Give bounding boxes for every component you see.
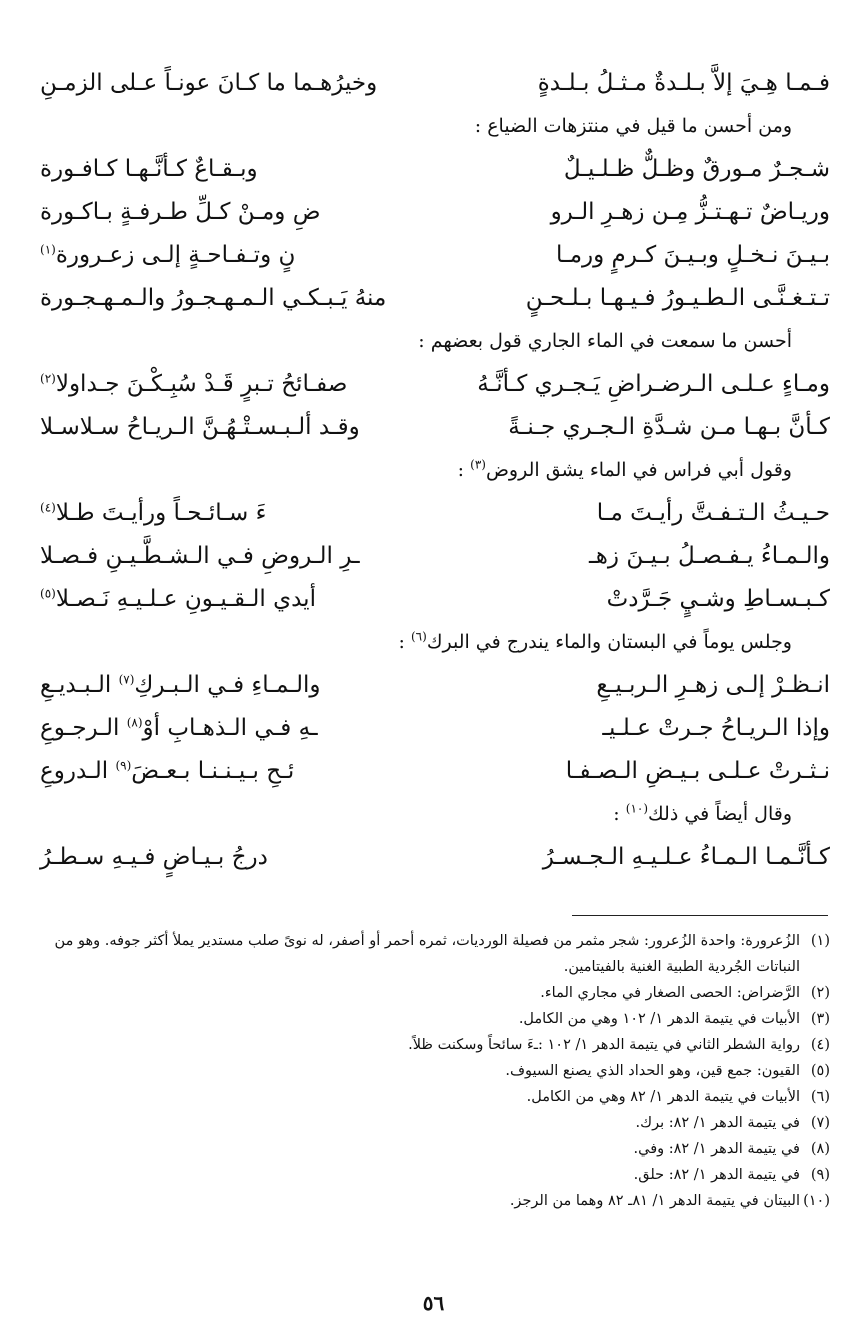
verse-line	[40, 277, 830, 320]
verse-line	[40, 62, 830, 105]
prose-text: وقال أيضاً في ذلك	[648, 803, 792, 825]
footnote	[35, 980, 830, 1006]
prose-line	[40, 793, 830, 836]
footnote-text: في يتيمة الدهر ١/ ٨٢: وفي.	[633, 1141, 800, 1157]
footnote-marker: (٧)	[118, 672, 135, 687]
main-text	[40, 62, 830, 879]
verse-first-hemistich: حـيـثُ الـتـفـتَّ رأيـتَ مـا	[596, 500, 830, 526]
verse-second-hemistich: وبـقـاعٌ كـأنَّـهـا كـافـورة	[40, 156, 258, 182]
footnote-number: (٧)	[810, 1115, 830, 1131]
verse-first-hemistich: كـأنَّ بـهـا مـن شـدَّةِ الـجـري جـنـةً	[508, 414, 830, 440]
verse-text: الـدروعِ	[40, 758, 116, 784]
prose-line: أحسن ما سمعت في الماء الجاري قول بعضهم :	[418, 330, 792, 352]
footnote	[35, 928, 830, 980]
footnote-text: البيتان في يتيمة الدهر ١/ ٨١ـ ٨٢ وهما من الرجز.	[509, 1193, 800, 1209]
verse-first-hemistich: بـيـنَ نـخـلٍ وبـيـنَ كـرمٍ ورمـا	[555, 242, 830, 268]
verse-text: ـهِ فـي الـذهـابِ أوْ	[142, 715, 318, 741]
verse-line	[40, 492, 830, 535]
verse-text: صفـائحُ تـبرٍ قَـدْ سُبِـكْـنَ جـداولا	[55, 371, 348, 397]
prose-colon: :	[613, 803, 626, 825]
footnote	[35, 1058, 830, 1084]
verse-line	[40, 707, 830, 750]
verse-first-hemistich: شـجـرٌ مـورقٌ وظـلٌّ ظـلـيـلٌ	[563, 156, 830, 182]
footnote-number: (٢)	[810, 985, 830, 1001]
footnote-text: القيون: جمع قين، وهو الحداد الذي يصنع السيوف.	[505, 1063, 800, 1079]
prose-line: ومن أحسن ما قيل في منتزهات الضياع :	[474, 115, 792, 137]
verse-text: ئـحِ بـيـنـنـا بـعـضَ	[131, 758, 295, 784]
verse-first-hemistich: كـبـسـاطِ وشـيٍ جَـرَّدتْ	[606, 586, 830, 612]
prose-text: وقول أبي فراس في الماء يشق الروض	[485, 459, 792, 481]
verse-first-hemistich: فـمـا هِـيَ إلاَّ بـلـدةٌ مـثـلُ بـلـدةٍ	[537, 70, 830, 96]
verse-first-hemistich: وإذا الـريـاحُ جـرتْ عـلـيـ	[602, 715, 830, 741]
footnote	[35, 1110, 830, 1136]
verse-line	[40, 148, 830, 191]
footnote-text: الأبيات في يتيمة الدهر ١/ ١٠٢ وهي من الكامل.	[518, 1011, 800, 1027]
footnotes	[35, 928, 830, 1214]
verse-second-hemistich	[40, 363, 425, 406]
footnote-marker: (١)	[40, 242, 56, 257]
footnote-text: الزُعرورة: واحدة الزُعرور: شجر مثمر من فصيلة الورديات، ثمره أحمر أو أصفر، له نوىً صلب مستدير يملأ أكثر جوفه. وهو من النباتات الجُردية الطبية الغنية بالفيتامين.	[54, 933, 800, 975]
verse-first-hemistich: والـمـاءُ يـفـصـلُ بـيـنَ زهـ	[589, 543, 830, 569]
footnote	[35, 1188, 830, 1214]
page-number: ٥٦	[422, 1291, 445, 1315]
verse-text: الـرجـوعِ	[40, 715, 127, 741]
verse-line	[40, 191, 830, 234]
footnote-marker: (٤)	[40, 500, 56, 515]
verse-line	[40, 535, 830, 578]
verse-text: والـمـاءِ فـي الـبـركِ	[134, 672, 321, 698]
verse-line	[40, 664, 830, 707]
footnote-text: رواية الشطر الثاني في يتيمة الدهر ١/ ١٠٢ :ـءَ سائحاً وسكنت ظلاً.	[408, 1037, 800, 1053]
verse-second-hemistich	[40, 707, 425, 750]
footnote	[35, 1084, 830, 1110]
verse-second-hemistich: ـرِ الـروضِ فـي الـشـطَّـيـنِ فـصـلا	[40, 543, 360, 569]
verse-second-hemistich: منهُ يَـبـكـي الـمـهـجـورُ والـمـهـجـورة	[40, 285, 387, 311]
footnote-number: (١)	[810, 933, 830, 949]
verse-second-hemistich: وخيرُهـما ما كـانَ عونـاً عـلى الزمـنِ	[40, 70, 378, 96]
footnote-marker: (٦)	[410, 629, 427, 644]
verse-text: أيدي الـقـيـونِ عـلـيـهِ نَـصـلا	[55, 586, 316, 612]
footnote-number: (٣)	[810, 1011, 830, 1027]
footnote	[35, 1136, 830, 1162]
footnote-text: الرَّضراض: الحصى الصغار في مجاري الماء.	[540, 985, 800, 1001]
verse-first-hemistich: كـأنَّـمـا الـمـاءُ عـلـيـهِ الـجـسـرُ	[542, 844, 830, 870]
footnote-marker: (٩)	[115, 758, 132, 773]
footnote-text: في يتيمة الدهر ١/ ٨٢: برك.	[635, 1115, 800, 1131]
footnote	[35, 1032, 830, 1058]
verse-line	[40, 363, 830, 406]
prose-line	[40, 449, 830, 492]
footnote-marker: (٢)	[40, 371, 56, 386]
footnote	[35, 1162, 830, 1188]
footnote	[35, 1006, 830, 1032]
footnote-marker: (٨)	[126, 715, 143, 730]
prose-line	[40, 621, 830, 664]
verse-text: الـبـديـعِ	[40, 672, 119, 698]
verse-second-hemistich: وقـد ألـبـسـتْـهُـنَّ الـريـاحُ سـلاسـلا	[40, 414, 360, 440]
verse-text: نٍ وتـفـاحـةٍ إلـى زعـرورة	[55, 242, 296, 268]
prose-colon: :	[398, 631, 411, 653]
footnote-number: (٨)	[810, 1141, 830, 1157]
verse-line	[40, 750, 830, 793]
verse-first-hemistich: وريـاضٌ تـهـتـزُّ مِـن زهـرِ الـرو	[550, 199, 830, 225]
verse-line	[40, 836, 830, 879]
footnote-marker: (٣)	[470, 457, 486, 472]
footnote-marker: (١٠)	[625, 801, 649, 816]
verse-second-hemistich	[40, 750, 425, 793]
verse-line	[40, 578, 830, 621]
verse-line	[40, 234, 830, 277]
footnote-text: في يتيمة الدهر ١/ ٨٢: حلق.	[633, 1167, 800, 1183]
verse-second-hemistich: ضِ ومـنْ كـلِّ طـرفـةٍ بـاكـورة	[40, 199, 321, 225]
verse-second-hemistich	[40, 492, 425, 535]
footnote-number: (٩)	[810, 1167, 830, 1183]
verse-first-hemistich: ومـاءٍ عـلـى الـرضـراضِ يَـجـري كـأنَّـهُ	[477, 371, 830, 397]
prose-colon: :	[457, 459, 471, 481]
verse-text: ءَ سـائـحـاً ورأيـتَ طـلا	[55, 500, 267, 526]
footnote-marker: (٥)	[40, 586, 56, 601]
verse-line	[40, 406, 830, 449]
footnote-number: (١٠)	[803, 1193, 830, 1209]
footnote-number: (٥)	[810, 1063, 830, 1079]
footnote-text: الأبيات في يتيمة الدهر ١/ ٨٢ وهي من الكامل.	[526, 1089, 800, 1105]
footnote-number: (٦)	[810, 1089, 830, 1105]
verse-first-hemistich: نـثـرتْ عـلـى بـيـضِ الـصـفـا	[565, 758, 830, 784]
verse-first-hemistich: تـتـغـنَّـى الـطـيـورُ فـيـهـا بـلـحـنٍ	[525, 285, 830, 311]
footnote-separator	[572, 915, 828, 916]
prose-text: وجلس يوماً في البستان والماء يندرج في البرك	[426, 631, 792, 653]
footnote-number: (٤)	[810, 1037, 830, 1053]
verse-second-hemistich	[40, 578, 425, 621]
verse-second-hemistich	[40, 234, 425, 277]
verse-second-hemistich	[40, 664, 425, 707]
verse-second-hemistich: درجُ بـيـاضٍ فـيـهِ سـطـرُ	[40, 844, 268, 870]
verse-first-hemistich: انـظـرْ إلـى زهـرِ الـربـيـعِ	[596, 672, 830, 698]
